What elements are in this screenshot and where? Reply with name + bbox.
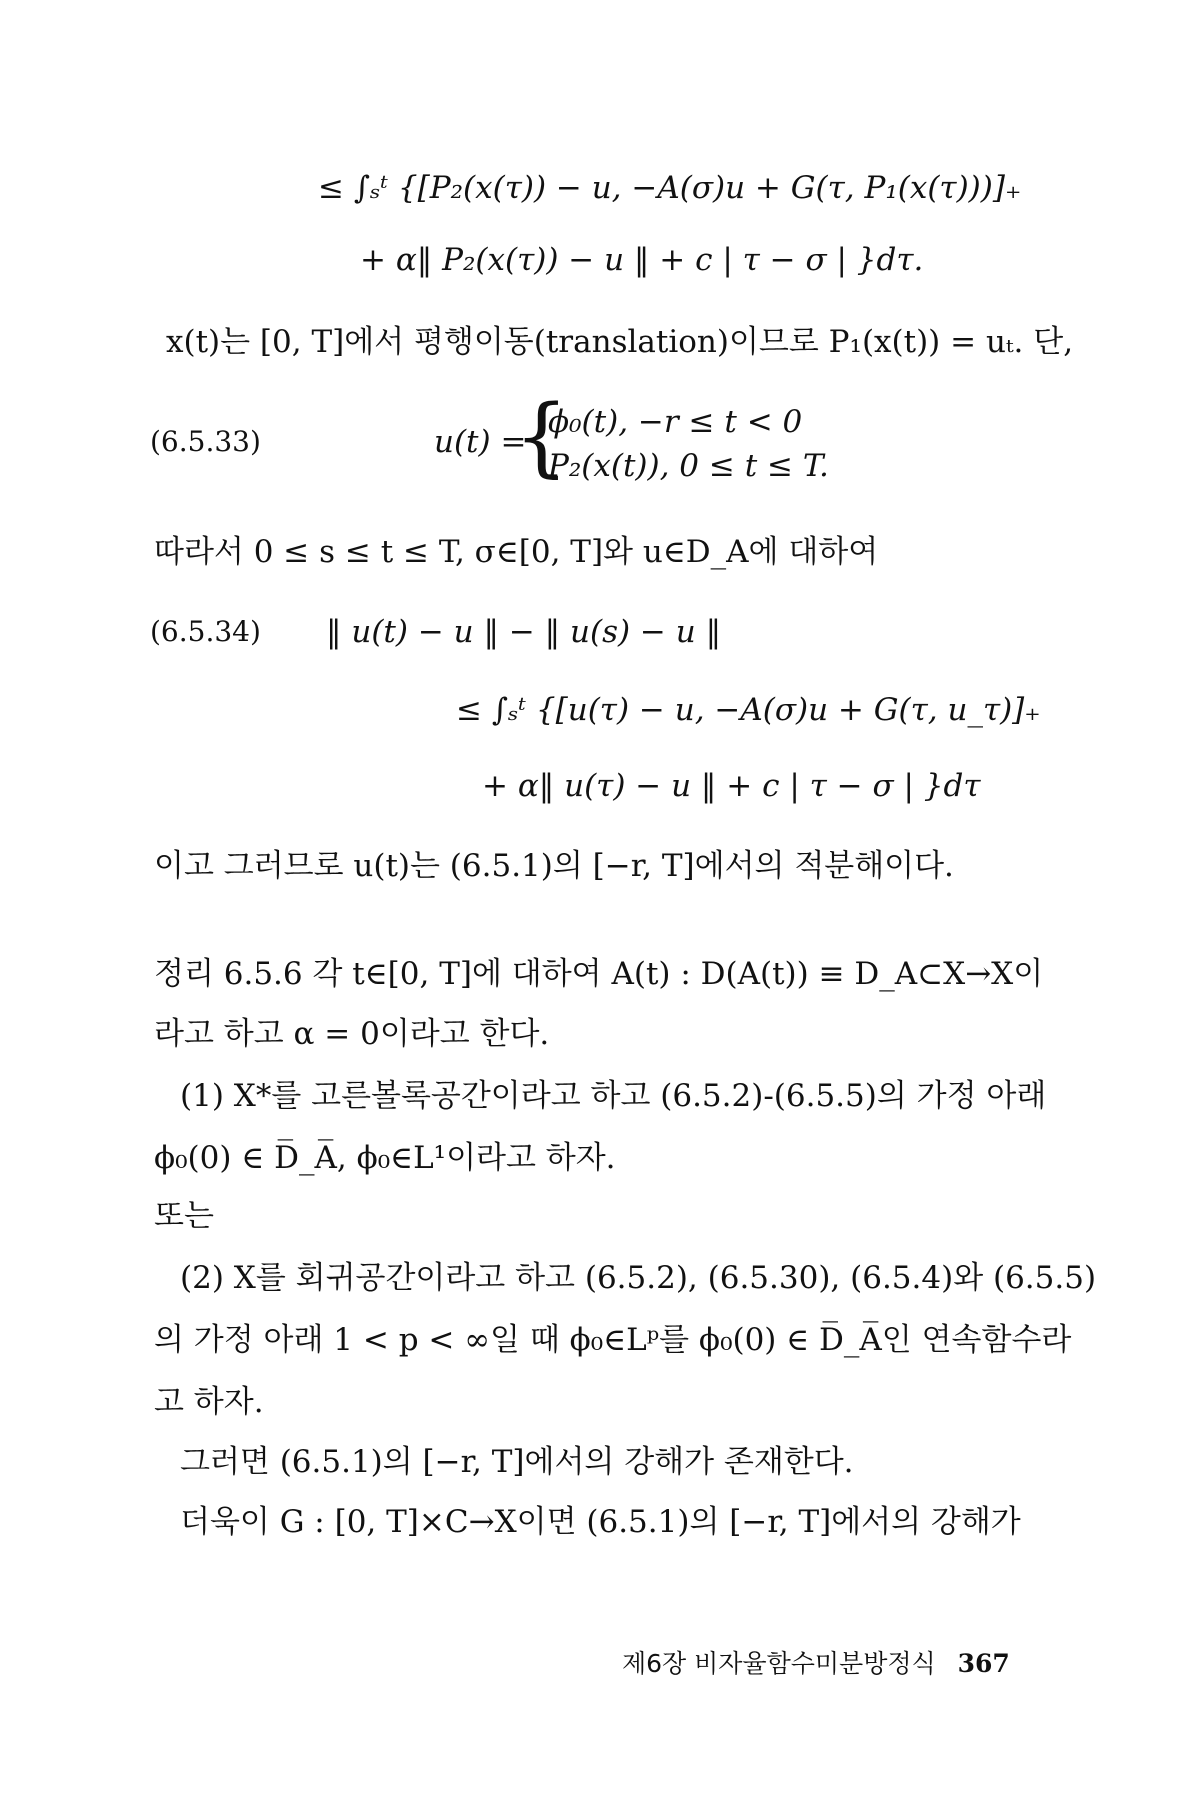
theorem-line-2: 라고 하고 α = 0이라고 한다.	[154, 1016, 550, 1052]
theorem-condition-2-end: 고 하자.	[154, 1384, 264, 1420]
theorem-result: 그러면 (6.5.1)의 [−r, T]에서의 강해가 존재한다.	[180, 1444, 854, 1480]
equation-line-continuation: + α‖ P₂(x(τ)) − u ‖ + c | τ − σ | }dτ.	[360, 242, 924, 278]
equation-line-integral-bound: ≤ ∫ₛᵗ {[P₂(x(τ)) − u, −A(σ)u + G(τ, P₁(x(τ)))]₊	[318, 170, 1022, 206]
equation-6-5-34-line-2: ≤ ∫ₛᵗ {[u(τ) − u, −A(σ)u + G(τ, u_τ)]₊	[456, 692, 1041, 728]
paragraph-therefore: 따라서 0 ≤ s ≤ t ≤ T, σ∈[0, T]와 u∈D_A에 대하여	[154, 534, 879, 570]
equation-6-5-33-case-1: ϕ₀(t), −r ≤ t < 0	[548, 404, 803, 440]
equation-6-5-34-line-1: ‖ u(t) − u ‖ − ‖ u(s) − u ‖	[326, 614, 722, 650]
equation-6-5-33-case-2: P₂(x(t)), 0 ≤ t ≤ T.	[548, 448, 829, 484]
page-footer	[622, 1648, 1010, 1680]
page-number: 367	[957, 1649, 1010, 1678]
theorem-6-5-6-line-1: 정리 6.5.6 각 t∈[0, T]에 대하여 A(t) : D(A(t)) ≡ D_A⊂X→X이	[154, 956, 1044, 992]
theorem-furthermore: 더욱이 G : [0, T]×C→X이면 (6.5.1)의 [−r, T]에서의 강해가	[180, 1504, 1021, 1540]
equation-6-5-34-line-3: + α‖ u(τ) − u ‖ + c | τ − σ | }dτ	[482, 768, 981, 804]
theorem-condition-2-cont: 의 가정 아래 1 < p < ∞일 때 ϕ₀∈Lᵖ를 ϕ₀(0) ∈ D̅_A̅인 연속함수라	[154, 1322, 1072, 1358]
theorem-condition-1: (1) X*를 고른볼록공간이라고 하고 (6.5.2)-(6.5.5)의 가정 아래	[180, 1078, 1047, 1114]
equation-6-5-33-brace: {	[514, 387, 569, 487]
paragraph-conclusion: 이고 그러므로 u(t)는 (6.5.1)의 [−r, T]에서의 적분해이다.	[154, 848, 954, 884]
paragraph-translation: x(t)는 [0, T]에서 평행이동(translation)이므로 P₁(x(t)) = uₜ. 단,	[166, 324, 1074, 360]
equation-6-5-33-lhs: u(t) =	[434, 424, 527, 460]
theorem-condition-2: (2) X를 회귀공간이라고 하고 (6.5.2), (6.5.30), (6.5.4)와 (6.5.5)	[180, 1260, 1097, 1296]
equation-number-6-5-33: (6.5.33)	[150, 425, 261, 458]
equation-number-6-5-34: (6.5.34)	[150, 615, 261, 648]
theorem-or: 또는	[154, 1198, 214, 1234]
theorem-condition-1-cont: ϕ₀(0) ∈ D̅_A̅, ϕ₀∈L¹이라고 하자.	[154, 1140, 616, 1176]
chapter-title: 제6장 비자율함수미분방정식	[622, 1649, 936, 1678]
